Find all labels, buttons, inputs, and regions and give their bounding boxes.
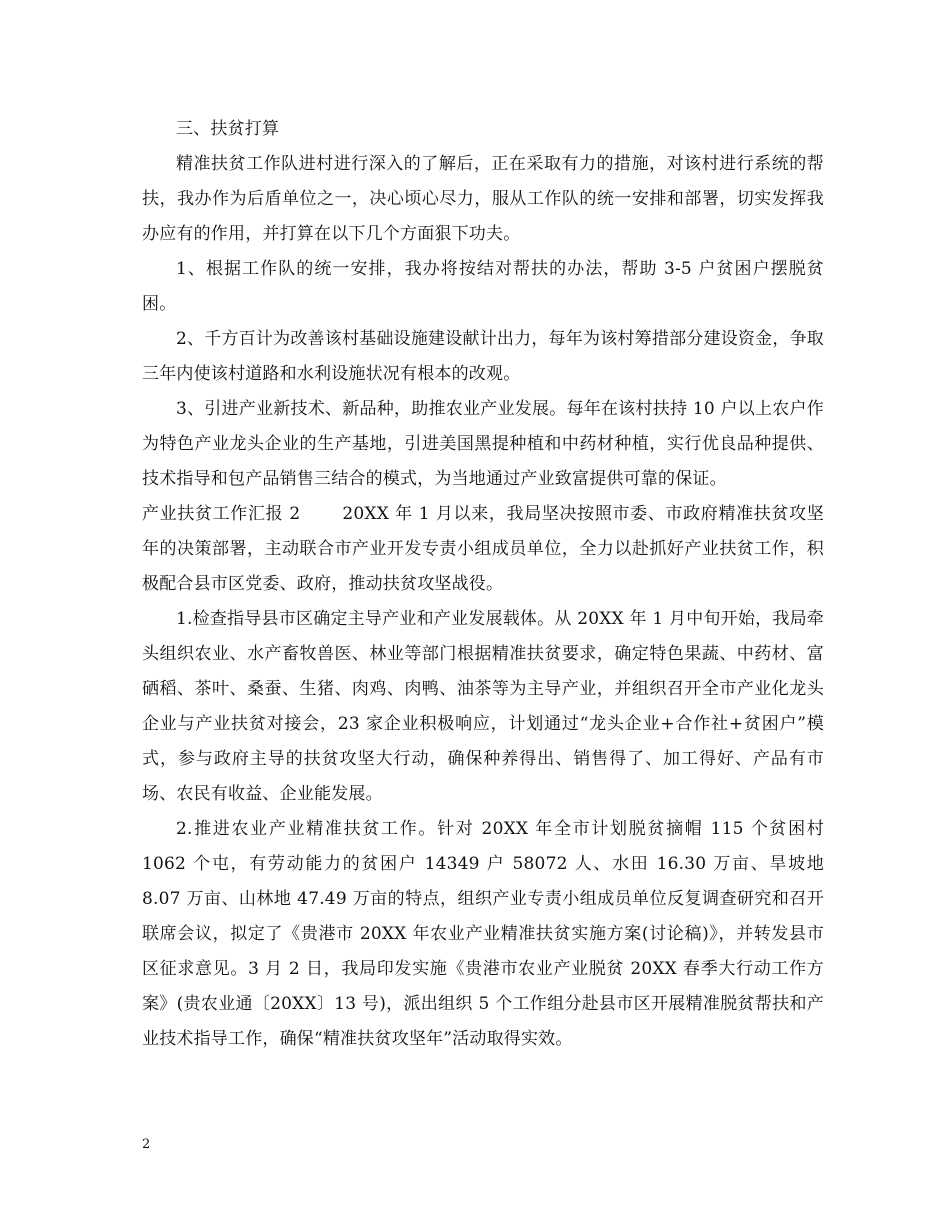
report-title: 产业扶贫工作汇报 2 (142, 504, 301, 524)
paragraph-plan-1: 1、根据工作队的统一安排，我办将按结对帮扶的办法，帮助 3-5 户贫困户摆脱贫困。 (142, 259, 824, 314)
page-number: 2 (142, 1137, 151, 1152)
document-body (142, 112, 824, 1057)
report-paragraph-1: 1.检查指导县市区确定主导产业和产业发展载体。从 20XX 年 1 月中旬开始，我局牵头组织农业、水产畜牧兽医、林业等部门根据精准扶贫要求，确定特色果蔬、中药材、富硒稻、茶叶、桑蚕、生猪、肉鸡、肉鸭、油茶等为主导产业，并组织召开全市产业化龙头企业与产业扶贫对接会，23 家企业积极响应，计划通过“龙头企业+合作社+贫困户”模式，参与政府主导的扶贫攻坚大行动，确保种养得出、销售得了、加工得好、产品有市场、农民有收益、企业能发展。 (142, 609, 824, 804)
report-paragraph-2: 2.推进农业产业精准扶贫工作。针对 20XX 年全市计划脱贫摘帽 115 个贫困村 1062 个屯，有劳动能力的贫困户 14349 户 58072 人、水田 16.30 万亩、旱坡地 8.07 万亩、山林地 47.49 万亩的特点，组织产业专责小组成员单位反复调查研究和召开联席会议，拟定了《贵港市 20XX 年农业产业精准扶贫实施方案(讨论稿)》，并转发县市区征求意见。3 月 2 日，我局印发实施《贵港市农业产业脱贫 20XX 春季大行动工作方案》(贵农业通〔20XX〕13 号)，派出组织 5 个工作组分赴县市区开展精准脱贫帮扶和产业技术指导工作，确保“精准扶贫攻坚年”活动取得实效。 (142, 819, 824, 1049)
section-heading: 三、扶贫打算 (176, 119, 280, 139)
paragraph-plan-3: 3、引进产业新技术、新品种，助推农业产业发展。每年在该村扶持 10 户以上农户作为特色产业龙头企业的生产基地，引进美国黑提种植和中药材种植，实行优良品种提供、技术指导和包产品销售三结合的模式，为当地通过产业致富提供可靠的保证。 (142, 399, 824, 489)
paragraph-work-team: 精准扶贫工作队进村进行深入的了解后，正在采取有力的措施，对该村进行系统的帮扶，我办作为后盾单位之一，决心顷心尽力，服从工作队的统一安排和部署，切实发挥我办应有的作用，并打算在以下几个方面狠下功夫。 (142, 154, 824, 244)
paragraph-plan-2: 2、千方百计为改善该村基础设施建设献计出力，每年为该村筹措部分建设资金，争取三年内使该村道路和水利设施状况有根本的改观。 (142, 329, 824, 384)
report-intro-paragraph (142, 497, 824, 602)
report-intro: 20XX 年 1 月以来，我局坚决按照市委、市政府精准扶贫攻坚年的决策部署，主动联合市产业开发专责小组成员单位，全力以赴抓好产业扶贫工作，积极配合县市区党委、政府，推动扶贫攻坚战役。 (142, 504, 824, 594)
